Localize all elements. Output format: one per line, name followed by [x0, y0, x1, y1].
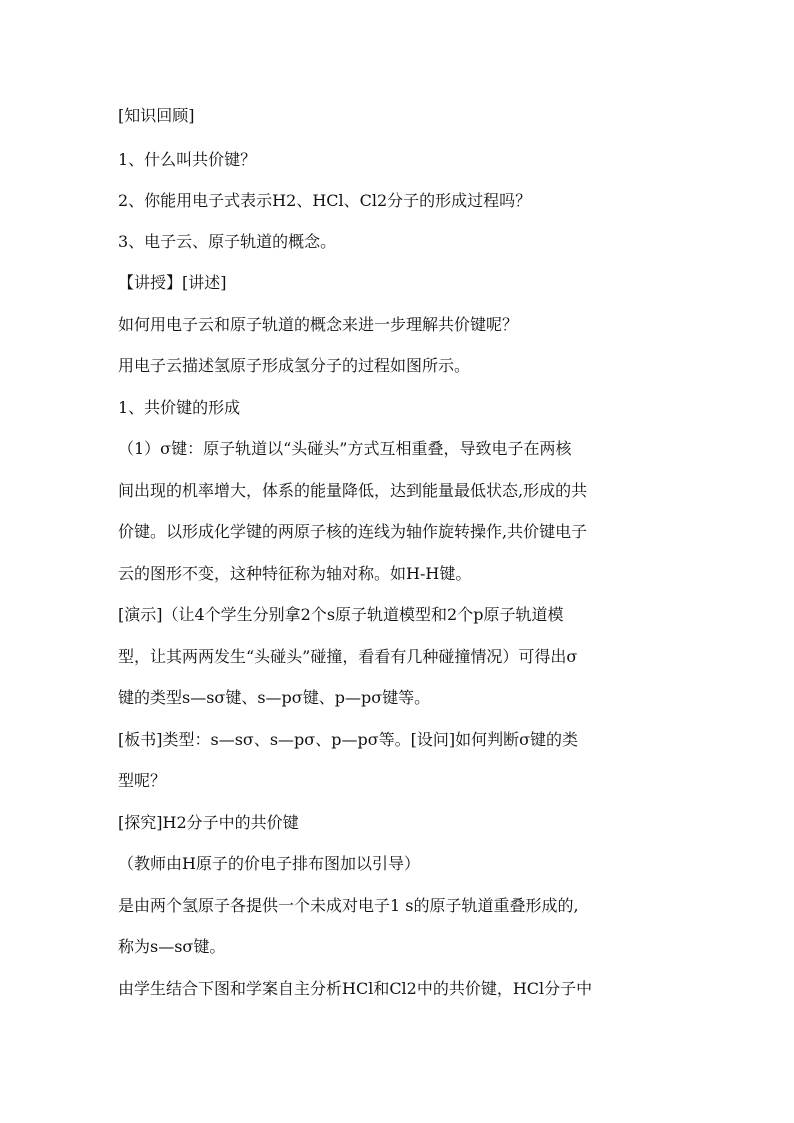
paragraph-line: 如何用电子云和原子轨道的概念来进一步理解共价键呢？ — [118, 315, 519, 334]
question-3: 3、电子云、原子轨道的概念。 — [118, 232, 337, 251]
paragraph-line: 价键。以形成化学键的两原子核的连线为轴作旋转操作,共价键电子 — [118, 522, 588, 541]
paragraph-line: [演示]（让4个学生分别拿2个s原子轨道模型和2个p原子轨道模 — [118, 605, 564, 624]
question-1: 1、什么叫共价键？ — [118, 150, 257, 169]
paragraph-line: [探究]H2分子中的共价键 — [118, 813, 299, 832]
section-title: 1、共价键的形成 — [118, 398, 241, 417]
paragraph-line: 是由两个氢原子各提供一个未成对电子1 s的原子轨道重叠形成的, — [118, 896, 579, 915]
heading-knowledge-review: [知识回顾] — [118, 106, 195, 125]
heading-lecture: 【讲授】[讲述] — [118, 273, 227, 292]
paragraph-line: （1）σ键：原子轨道以“头碰头”方式互相重叠，导致电子在两核 — [118, 439, 572, 458]
paragraph-line: [板书]类型：s—sσ、s—pσ、p—pσ等。[设问]如何判断σ键的类 — [118, 730, 579, 749]
question-2: 2、你能用电子式表示H2、HCl、Cl2分子的形成过程吗？ — [118, 191, 532, 210]
paragraph-line: 由学生结合下图和学案自主分析HCl和Cl2中的共价键，HCl分子中 — [118, 979, 593, 998]
paragraph-line: 称为s—sσ键。 — [118, 937, 226, 956]
paragraph-line: 用电子云描述氢原子形成氢分子的过程如图所示。 — [118, 356, 471, 375]
paragraph-line: （教师由H原子的价电子排布图加以引导） — [118, 854, 420, 873]
paragraph-line: 云的图形不变，这种特征称为轴对称。如H-H键。 — [118, 564, 472, 583]
paragraph-line: 间出现的机率增大，体系的能量降低，达到能量最低状态,形成的共 — [118, 481, 588, 500]
paragraph-line: 键的类型s—sσ键、s—pσ键、p—pσ键等。 — [118, 688, 431, 707]
paragraph-line: 型，让其两两发生“头碰头”碰撞，看看有几种碰撞情况）可得出σ — [118, 647, 578, 666]
paragraph-line: 型呢？ — [118, 771, 167, 790]
